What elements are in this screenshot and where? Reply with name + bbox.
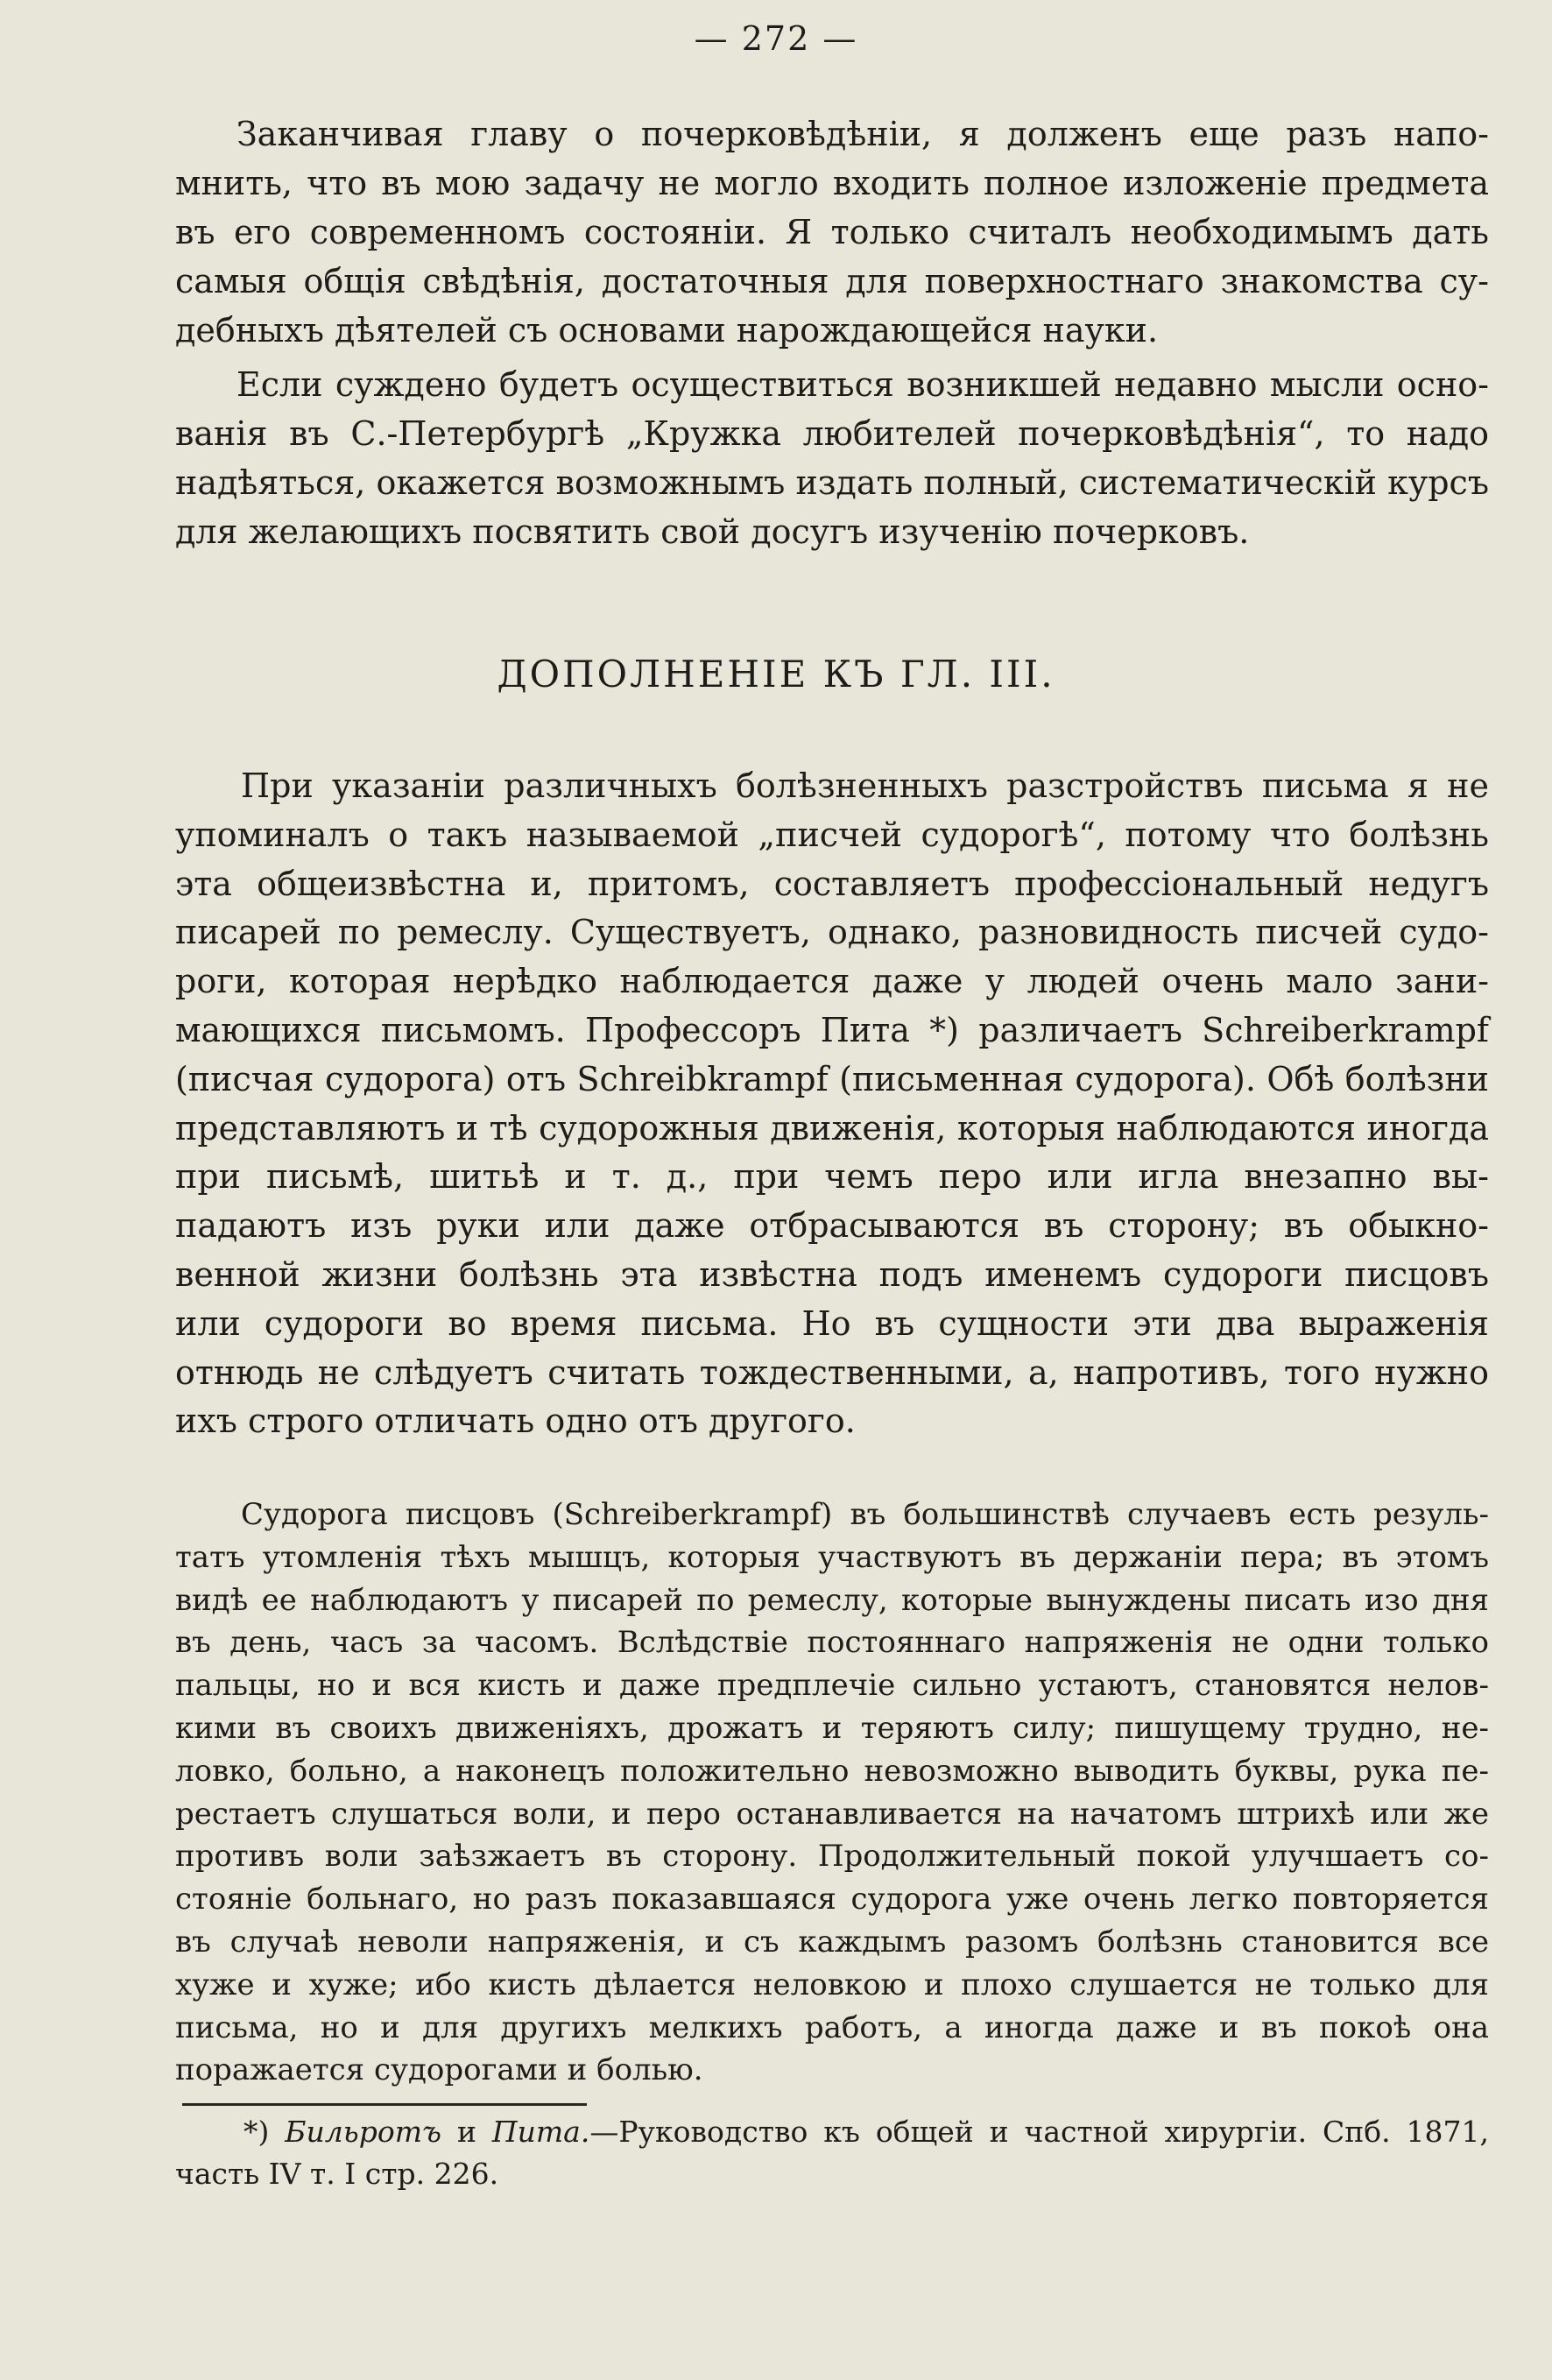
text-line: стояніе больнаго, но разъ показавшаяся судорога уже очень легко повторяется xyxy=(175,1882,1489,1917)
text-line: ванія въ С.-Петербургѣ „Кружка любителей почерковѣдѣнія“, то надо xyxy=(175,414,1489,453)
text-line: венной жизни болѣзнь эта извѣстна подъ именемъ судороги писцовъ xyxy=(175,1254,1489,1294)
text-line: роги, которая нерѣдко наблюдается даже у людей очень мало зани- xyxy=(175,962,1489,1001)
text-line: надѣяться, окажется возможнымъ издать полный, систематическій курсъ xyxy=(175,463,1489,502)
text-line: хуже и хуже; ибо кисть дѣлается неловкою и плохо слушается не только для xyxy=(175,1967,1489,2002)
text-line: въ случаѣ неволи напряженія, и съ каждымъ разомъ болѣзнь становится все xyxy=(175,1924,1489,1960)
text-line: татъ утомленія тѣхъ мышцъ, которыя участвуютъ въ держаніи пера; въ этомъ xyxy=(175,1539,1489,1575)
text-line: или судороги во время письма. Но въ сущности эти два выраженія xyxy=(175,1303,1489,1343)
footnote xyxy=(175,2111,1489,2195)
footnote-marker: *) xyxy=(243,2115,270,2149)
text-line: отнюдь не слѣдуетъ считать тождественными, а, напротивъ, того нужно xyxy=(175,1352,1489,1392)
footnote-author: Пита. xyxy=(491,2115,590,2149)
text-line: (писчая судорога) отъ Schreibkrampf (письменная судорога). Обѣ болѣзни xyxy=(175,1059,1489,1098)
text-line: мнить, что въ мою задачу не могло входить полное изложеніе предмета xyxy=(175,164,1489,202)
footnote-citation: —Руководство къ общей и частной хирургіи. Спб. 1871, xyxy=(589,2115,1489,2149)
section-heading: ДОПОЛНЕНІЕ КЪ ГЛ. III. xyxy=(497,653,1055,696)
text-line: при письмѣ, шитьѣ и т. д., при чемъ перо или игла внезапно вы- xyxy=(175,1157,1489,1197)
footnote-conjunction: и xyxy=(441,2115,492,2149)
paragraph-writers-cramp xyxy=(175,762,1489,1446)
paragraph-conclusion xyxy=(175,109,1489,355)
text-line: Если суждено будетъ осуществиться возникшей недавно мысли осно- xyxy=(236,365,1489,404)
text-line: Судорога писцовъ (Schreiberkrampf) въ большинствѣ случаевъ есть резуль- xyxy=(241,1497,1489,1532)
text-line: противъ воли заѣзжаетъ въ сторону. Продолжительный покой улучшаетъ со- xyxy=(175,1839,1489,1875)
text-line: поражается судорогами и болью. xyxy=(175,2052,703,2088)
footnote-author: Бильротъ xyxy=(285,2115,442,2149)
text-line: для желающихъ посвятить свой досугъ изученію почерковъ. xyxy=(175,512,1250,551)
text-line: самыя общія свѣдѣнія, достаточныя для поверхностнаго знакомства су- xyxy=(175,262,1489,300)
text-line: ловко, больно, а наконецъ положительно невозможно выводить буквы, рука пе- xyxy=(175,1753,1489,1789)
footnote-line: часть IV т. I стр. 226. xyxy=(175,2157,499,2191)
text-line: въ его современномъ состояніи. Я только считалъ необходимымъ дать xyxy=(175,213,1489,251)
text-line: кими въ своихъ движеніяхъ, дрожатъ и теряютъ силу; пишущему трудно, не- xyxy=(175,1710,1489,1746)
text-line: упоминалъ о такъ называемой „писчей судорогѣ“, потому что болѣзнь xyxy=(175,815,1489,854)
text-line: пальцы, но и вся кисть и даже предплечіе сильно устаютъ, становятся нелов- xyxy=(175,1668,1489,1704)
footnote-divider xyxy=(182,2103,587,2106)
text-line: ихъ строго отличать одно отъ другого. xyxy=(175,1402,856,1441)
text-line: рестаетъ слушаться воли, и перо останавливается на начатомъ штрихѣ или же xyxy=(175,1796,1489,1832)
text-line: падаютъ изъ руки или даже отбрасываются въ сторону; въ обыкно- xyxy=(175,1206,1489,1246)
text-line: эта общеизвѣстна и, притомъ, составляетъ профессіональный недугъ xyxy=(175,864,1489,903)
text-line: писарей по ремеслу. Существуетъ, однако, разновидность писчей судо- xyxy=(175,913,1489,952)
page-number: — 272 — xyxy=(694,19,858,58)
text-line: мающихся письмомъ. Профессоръ Пита *) различаетъ Schreiberkrampf xyxy=(175,1010,1489,1049)
text-line: въ день, часъ за часомъ. Вслѣдствіе постояннаго напряженія не одни только xyxy=(175,1625,1489,1661)
text-line: дебныхъ дѣятелей съ основами нарождающейся науки. xyxy=(175,311,1159,350)
text-line: При указаніи различныхъ болѣзненныхъ разстройствъ письма я не xyxy=(241,766,1489,805)
text-line: видѣ ее наблюдаютъ у писарей по ремеслу, которые вынуждены писать изо дня xyxy=(175,1582,1489,1618)
text-line: Заканчивая главу о почерковѣдѣніи, я долженъ еще разъ напо- xyxy=(236,115,1489,153)
footnote-line xyxy=(175,2111,1489,2153)
paragraph-small-print xyxy=(175,1494,1489,2092)
text-line: представляютъ и тѣ судорожныя движенія, которыя наблюдаются иногда xyxy=(175,1108,1489,1148)
paragraph-circle xyxy=(175,360,1489,556)
text-line: письма, но и для другихъ мелкихъ работъ, а иногда даже и въ покоѣ она xyxy=(175,2009,1489,2045)
